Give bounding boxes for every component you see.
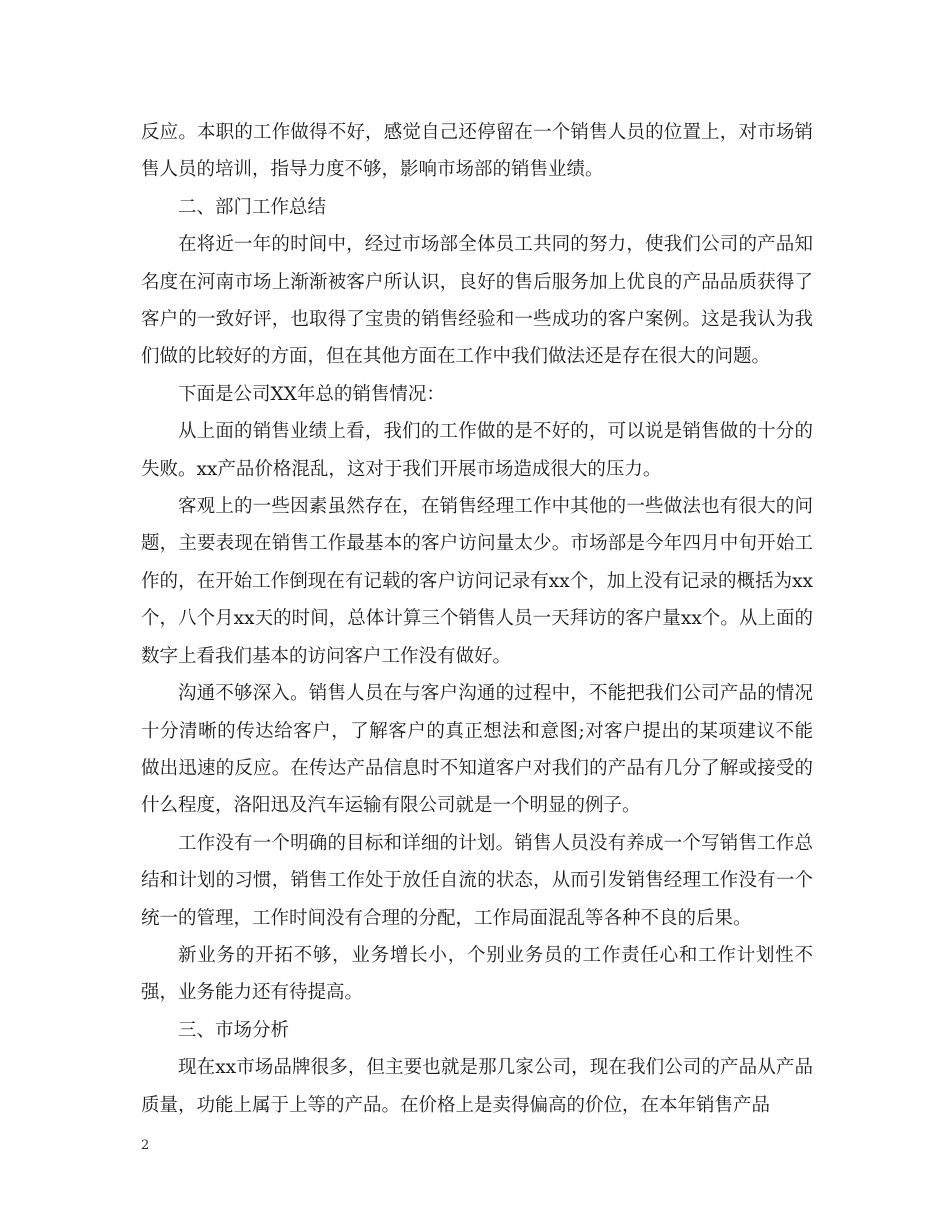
section-heading: 三、市场分析 xyxy=(178,1019,290,1041)
paragraph: 现在xx市场品牌很多，但主要也就是那几家公司，现在我们公司的产品从产品质量，功能上属于上等的产品。在价格上是卖得偏高的价位，在本年销售产品 xyxy=(141,1057,813,1116)
paragraph: 在将近一年的时间中，经过市场部全体员工共同的努力，使我们公司的产品知名度在河南市场上渐渐被客户所认识，良好的售后服务加上优良的产品品质获得了客户的一致好评，也取得了宝贵的销售经验和一些成功的客户案例。这是我认为我们做的比较好的方面，但在其他方面在工作中我们做法还是存在很大的问题。 xyxy=(141,234,813,368)
paragraph: 沟通不够深入。销售人员在与客户沟通的过程中，不能把我们公司产品的情况十分清晰的传达给客户，了解客户的真正想法和意图;对客户提出的某项建议不能做出迅速的反应。在传达产品信息时不知道客户对我们的产品有几分了解或接受的什么程度，洛阳迅及汽车运输有限公司就是一个明显的例子。 xyxy=(141,683,813,817)
paragraph: 下面是公司XX年总的销售情况： xyxy=(178,383,445,405)
document-body xyxy=(141,114,813,1124)
paragraph: 反应。本职的工作做得不好，感觉自己还停留在一个销售人员的位置上，对市场销售人员的培训，指导力度不够，影响市场部的销售业绩。 xyxy=(141,122,813,181)
page-number: 2 xyxy=(141,1138,150,1153)
paragraph: 新业务的开拓不够，业务增长小，个别业务员的工作责任心和工作计划性不强，业务能力还有待提高。 xyxy=(141,944,813,1004)
paragraph: 工作没有一个明确的目标和详细的计划。销售人员没有养成一个写销售工作总结和计划的习惯，销售工作处于放任自流的状态，从而引发销售经理工作没有一个统一的管理，工作时间没有合理的分配，工作局面混乱等各种不良的后果。 xyxy=(141,832,813,929)
paragraph: 客观上的一些因素虽然存在，在销售经理工作中其他的一些做法也有很大的问题，主要表现在销售工作最基本的客户访问量太少。市场部是今年四月中旬开始工作的，在开始工作倒现在有记载的客户访问记录有xx个，加上没有记录的概括为xx个，八个月xx天的时间，总体计算三个销售人员一天拜访的客户量xx个。从上面的数字上看我们基本的访问客户工作没有做好。 xyxy=(141,496,813,667)
paragraph: 从上面的销售业绩上看，我们的工作做的是不好的，可以说是销售做的十分的失败。xx产品价格混乱，这对于我们开展市场造成很大的压力。 xyxy=(141,421,813,480)
section-heading: 二、部门工作总结 xyxy=(178,196,327,218)
